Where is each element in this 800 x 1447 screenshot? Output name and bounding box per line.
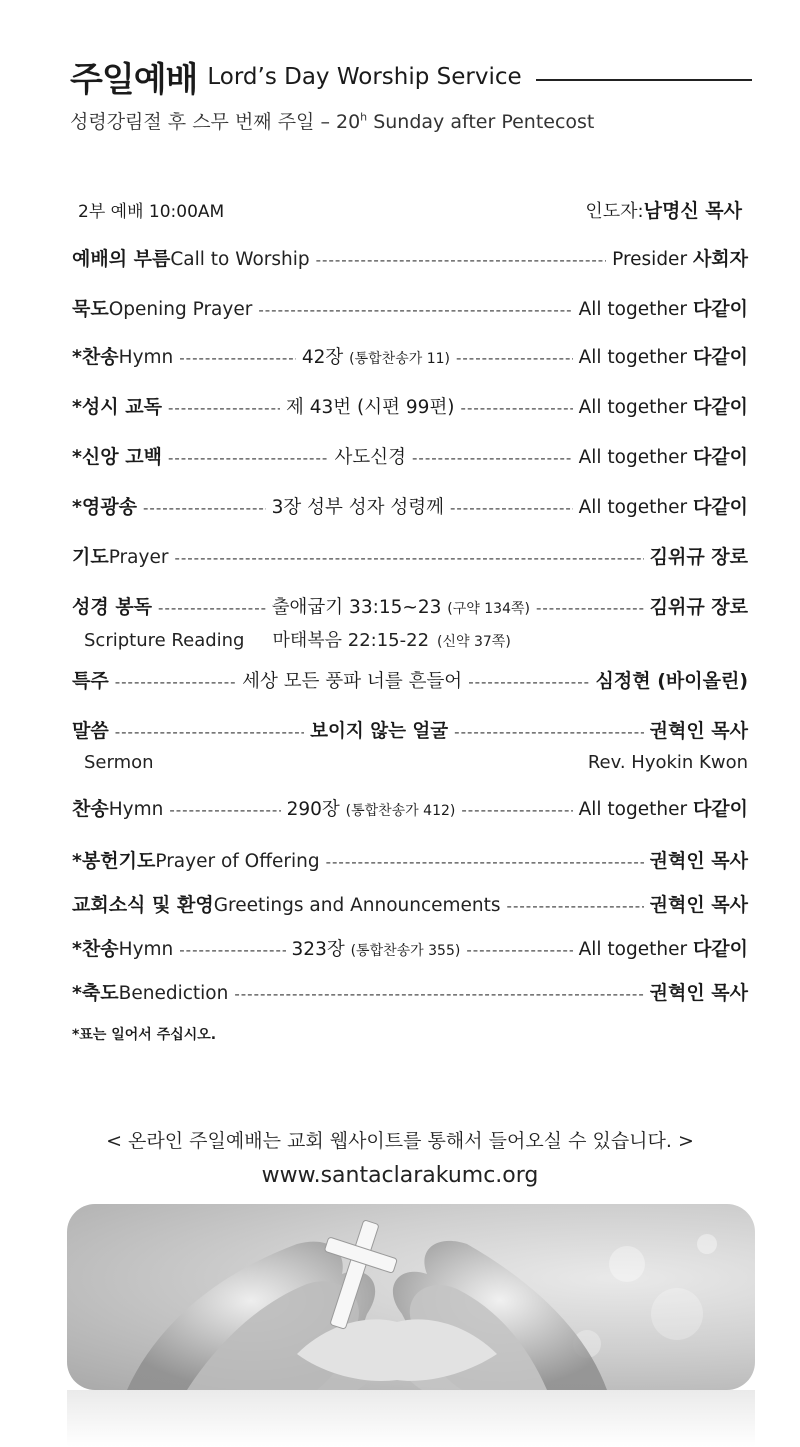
title-row xyxy=(70,52,752,101)
photo-reflection xyxy=(67,1390,755,1447)
item-detail-note: (통합찬송가 11) xyxy=(349,351,450,367)
item-leader-korean: 권혁인 목사 xyxy=(649,894,748,916)
hands-cross-photo xyxy=(67,1204,755,1390)
item-leader-english: All together xyxy=(578,497,693,518)
service-time-row xyxy=(78,196,742,223)
item-detail-text: 출애굽기 33:15~23 xyxy=(271,597,448,618)
item-leader-english: Presider xyxy=(612,249,693,270)
scripture-second-page: (신약 37쪽) xyxy=(437,634,511,650)
item-leader xyxy=(579,392,748,419)
subtitle-pre: 성령강림절 후 스무 번째 주일 – 20 xyxy=(70,111,361,133)
scripture-sub-row xyxy=(84,626,748,652)
item-title-english: Hymn xyxy=(118,939,174,960)
item-leader-english: All together xyxy=(578,939,693,960)
item-title-korean: 교회소식 및 환영 xyxy=(72,894,214,916)
item-title-english: Call to Worship xyxy=(170,249,310,270)
standing-note: *표는 일어서 주십시오. xyxy=(72,1027,217,1043)
leader-dots xyxy=(168,449,329,467)
item-detail-note: (구약 134쪽) xyxy=(447,601,530,617)
scripture-second-passage: 마태복음 22:15-22 xyxy=(272,630,430,651)
item-detail xyxy=(272,493,444,519)
item-title-english: Prayer xyxy=(108,547,169,568)
order-item-row xyxy=(72,442,748,469)
item-title-korean: *봉헌기도 xyxy=(72,850,156,872)
bulletin-header xyxy=(70,52,752,134)
order-item-row xyxy=(72,492,748,519)
footer xyxy=(0,1126,800,1188)
leader-dots xyxy=(258,301,572,319)
leader-dots xyxy=(169,801,280,819)
item-leader xyxy=(650,978,748,1005)
service-label: 2부 예배 10:00AM xyxy=(78,202,225,222)
item-title-korean: 말씀 xyxy=(72,720,109,742)
item-leader xyxy=(612,244,748,271)
item-title-english: Benediction xyxy=(118,983,229,1004)
item-leader-korean: 다같이 xyxy=(692,798,749,820)
item-leader xyxy=(579,294,748,321)
item-leader xyxy=(650,592,748,619)
item-title-korean: 성경 봉독 xyxy=(72,596,153,618)
leader-dots xyxy=(168,399,280,417)
online-notice: < 온라인 주일예배는 교회 웹사이트를 통해서 들어오실 수 있습니다. > xyxy=(106,1130,694,1152)
order-item-row xyxy=(72,542,748,569)
item-detail xyxy=(272,593,530,619)
order-item-row xyxy=(72,978,748,1005)
leader-dots xyxy=(115,673,236,691)
item-leader-korean: 김위규 장로 xyxy=(649,546,748,568)
item-detail xyxy=(335,443,406,469)
item-leader-korean: 다같이 xyxy=(692,496,749,518)
order-item-row xyxy=(72,890,748,917)
item-leader xyxy=(650,890,748,917)
leader-dots xyxy=(450,499,573,517)
item-title-english: Prayer of Offering xyxy=(155,851,320,872)
item-leader-korean: 다같이 xyxy=(692,446,749,468)
item-leader xyxy=(579,934,748,961)
item-detail-text: 3장 성부 성자 성령께 xyxy=(271,497,444,518)
item-detail-note: (통합찬송가 355) xyxy=(350,943,461,959)
item-title-english: Greetings and Announcements xyxy=(213,895,501,916)
leader-dots xyxy=(174,549,643,567)
leader-dots xyxy=(158,599,266,617)
item-leader xyxy=(579,492,748,519)
leader-dots xyxy=(179,349,296,367)
item-leader-english: All together xyxy=(578,299,693,320)
item-title-english: Hymn xyxy=(108,799,164,820)
item-leader-korean: 다같이 xyxy=(692,938,749,960)
item-detail-text: 세상 모든 풍파 너를 흔들어 xyxy=(242,671,463,692)
item-detail xyxy=(292,935,461,961)
item-title-korean: 특주 xyxy=(72,670,109,692)
leader-dots xyxy=(507,897,644,915)
item-title-korean: 예배의 부름 xyxy=(72,248,171,270)
item-leader-korean: 사회자 xyxy=(692,248,748,270)
item-leader-korean: 다같이 xyxy=(692,298,748,320)
leader-dots xyxy=(316,251,606,269)
item-title-english: Hymn xyxy=(118,347,174,368)
leader-dots xyxy=(454,723,643,741)
item-detail xyxy=(242,667,462,693)
item-leader-korean: 권혁인 목사 xyxy=(649,850,748,872)
leader-dots xyxy=(536,599,644,617)
leader-dots xyxy=(461,801,572,819)
order-item-row xyxy=(72,846,748,873)
item-title-korean: *영광송 xyxy=(72,496,137,518)
item-detail xyxy=(287,795,456,821)
order-item-row xyxy=(72,294,748,321)
item-title-korean: *찬송 xyxy=(72,938,119,960)
order-item-row xyxy=(72,666,748,693)
item-title-korean: *축도 xyxy=(72,982,119,1004)
sermon-label: Sermon xyxy=(84,752,154,773)
leader-dots xyxy=(412,449,573,467)
leader-name: 남명신 목사 xyxy=(643,200,742,222)
item-detail-note: (통합찬송가 412) xyxy=(345,803,456,819)
leader-dots xyxy=(179,941,285,959)
leader-dots xyxy=(466,941,572,959)
item-leader-korean: 권혁인 목사 xyxy=(649,720,748,742)
item-leader xyxy=(579,794,748,821)
order-item-row xyxy=(72,244,748,271)
item-leader xyxy=(579,342,748,369)
item-title-korean: 묵도 xyxy=(72,298,109,320)
item-detail xyxy=(310,717,448,743)
hands-cross-illustration xyxy=(67,1204,755,1390)
item-leader-english: All together xyxy=(578,799,693,820)
subtitle-post: Sunday after Pentecost xyxy=(367,111,595,133)
leader-dots xyxy=(326,853,644,871)
scripture-reading-label: Scripture Reading xyxy=(84,630,245,651)
item-detail-text: 290장 xyxy=(286,799,346,820)
order-item-row xyxy=(72,392,748,419)
order-item-row xyxy=(72,342,748,369)
item-detail-text: 사도신경 xyxy=(334,447,407,468)
item-title-korean: 기도 xyxy=(72,546,109,568)
website-link[interactable]: www.santaclarakumc.org xyxy=(261,1163,539,1188)
subtitle-sup: h xyxy=(360,110,368,124)
item-title-korean: *찬송 xyxy=(72,346,119,368)
item-leader xyxy=(650,716,748,743)
item-leader-korean: 권혁인 목사 xyxy=(649,982,748,1004)
item-leader-english: All together xyxy=(578,347,693,368)
item-detail-text: 제 43번 (시편 99편) xyxy=(286,397,455,418)
order-item-row xyxy=(72,794,748,821)
leader-label: 인도자: xyxy=(585,201,644,222)
sermon-preacher-english: Rev. Hyokin Kwon xyxy=(587,752,748,773)
leader-dots xyxy=(468,673,589,691)
item-leader-korean: 김위규 장로 xyxy=(649,596,749,618)
leader-dots xyxy=(143,499,266,517)
item-leader xyxy=(579,442,748,469)
item-leader-korean: 다같이 xyxy=(692,346,748,368)
leader-dots xyxy=(115,723,304,741)
leader-dots xyxy=(461,399,573,417)
item-title-korean: *신앙 고백 xyxy=(72,446,162,468)
title-korean: 주일예배 xyxy=(70,60,198,100)
item-leader-korean: 다같이 xyxy=(692,396,749,418)
item-leader-english: All together xyxy=(578,447,693,468)
leader-dots xyxy=(456,349,573,367)
item-leader xyxy=(650,846,748,873)
item-leader xyxy=(596,666,748,693)
item-title-english: Opening Prayer xyxy=(108,299,253,320)
item-leader-english: All together xyxy=(578,397,693,418)
item-detail xyxy=(286,393,455,419)
title-english: Lord’s Day Worship Service xyxy=(207,63,522,90)
sermon-sub-row xyxy=(84,752,748,773)
item-detail-text: 보이지 않는 얼굴 xyxy=(310,721,449,742)
item-detail-text: 42장 xyxy=(301,347,350,368)
item-detail xyxy=(302,343,450,369)
title-rule xyxy=(536,79,752,81)
order-item-row xyxy=(72,934,748,961)
item-leader xyxy=(650,542,748,569)
leader-dots xyxy=(234,985,643,1003)
order-item-row xyxy=(72,592,748,619)
subtitle xyxy=(70,107,752,134)
item-leader-korean: 심정현 (바이올린) xyxy=(595,670,749,692)
item-detail-text: 323장 xyxy=(291,939,351,960)
item-title-korean: 찬송 xyxy=(72,798,109,820)
item-title-korean: *성시 교독 xyxy=(72,396,162,418)
order-item-row xyxy=(72,716,748,743)
